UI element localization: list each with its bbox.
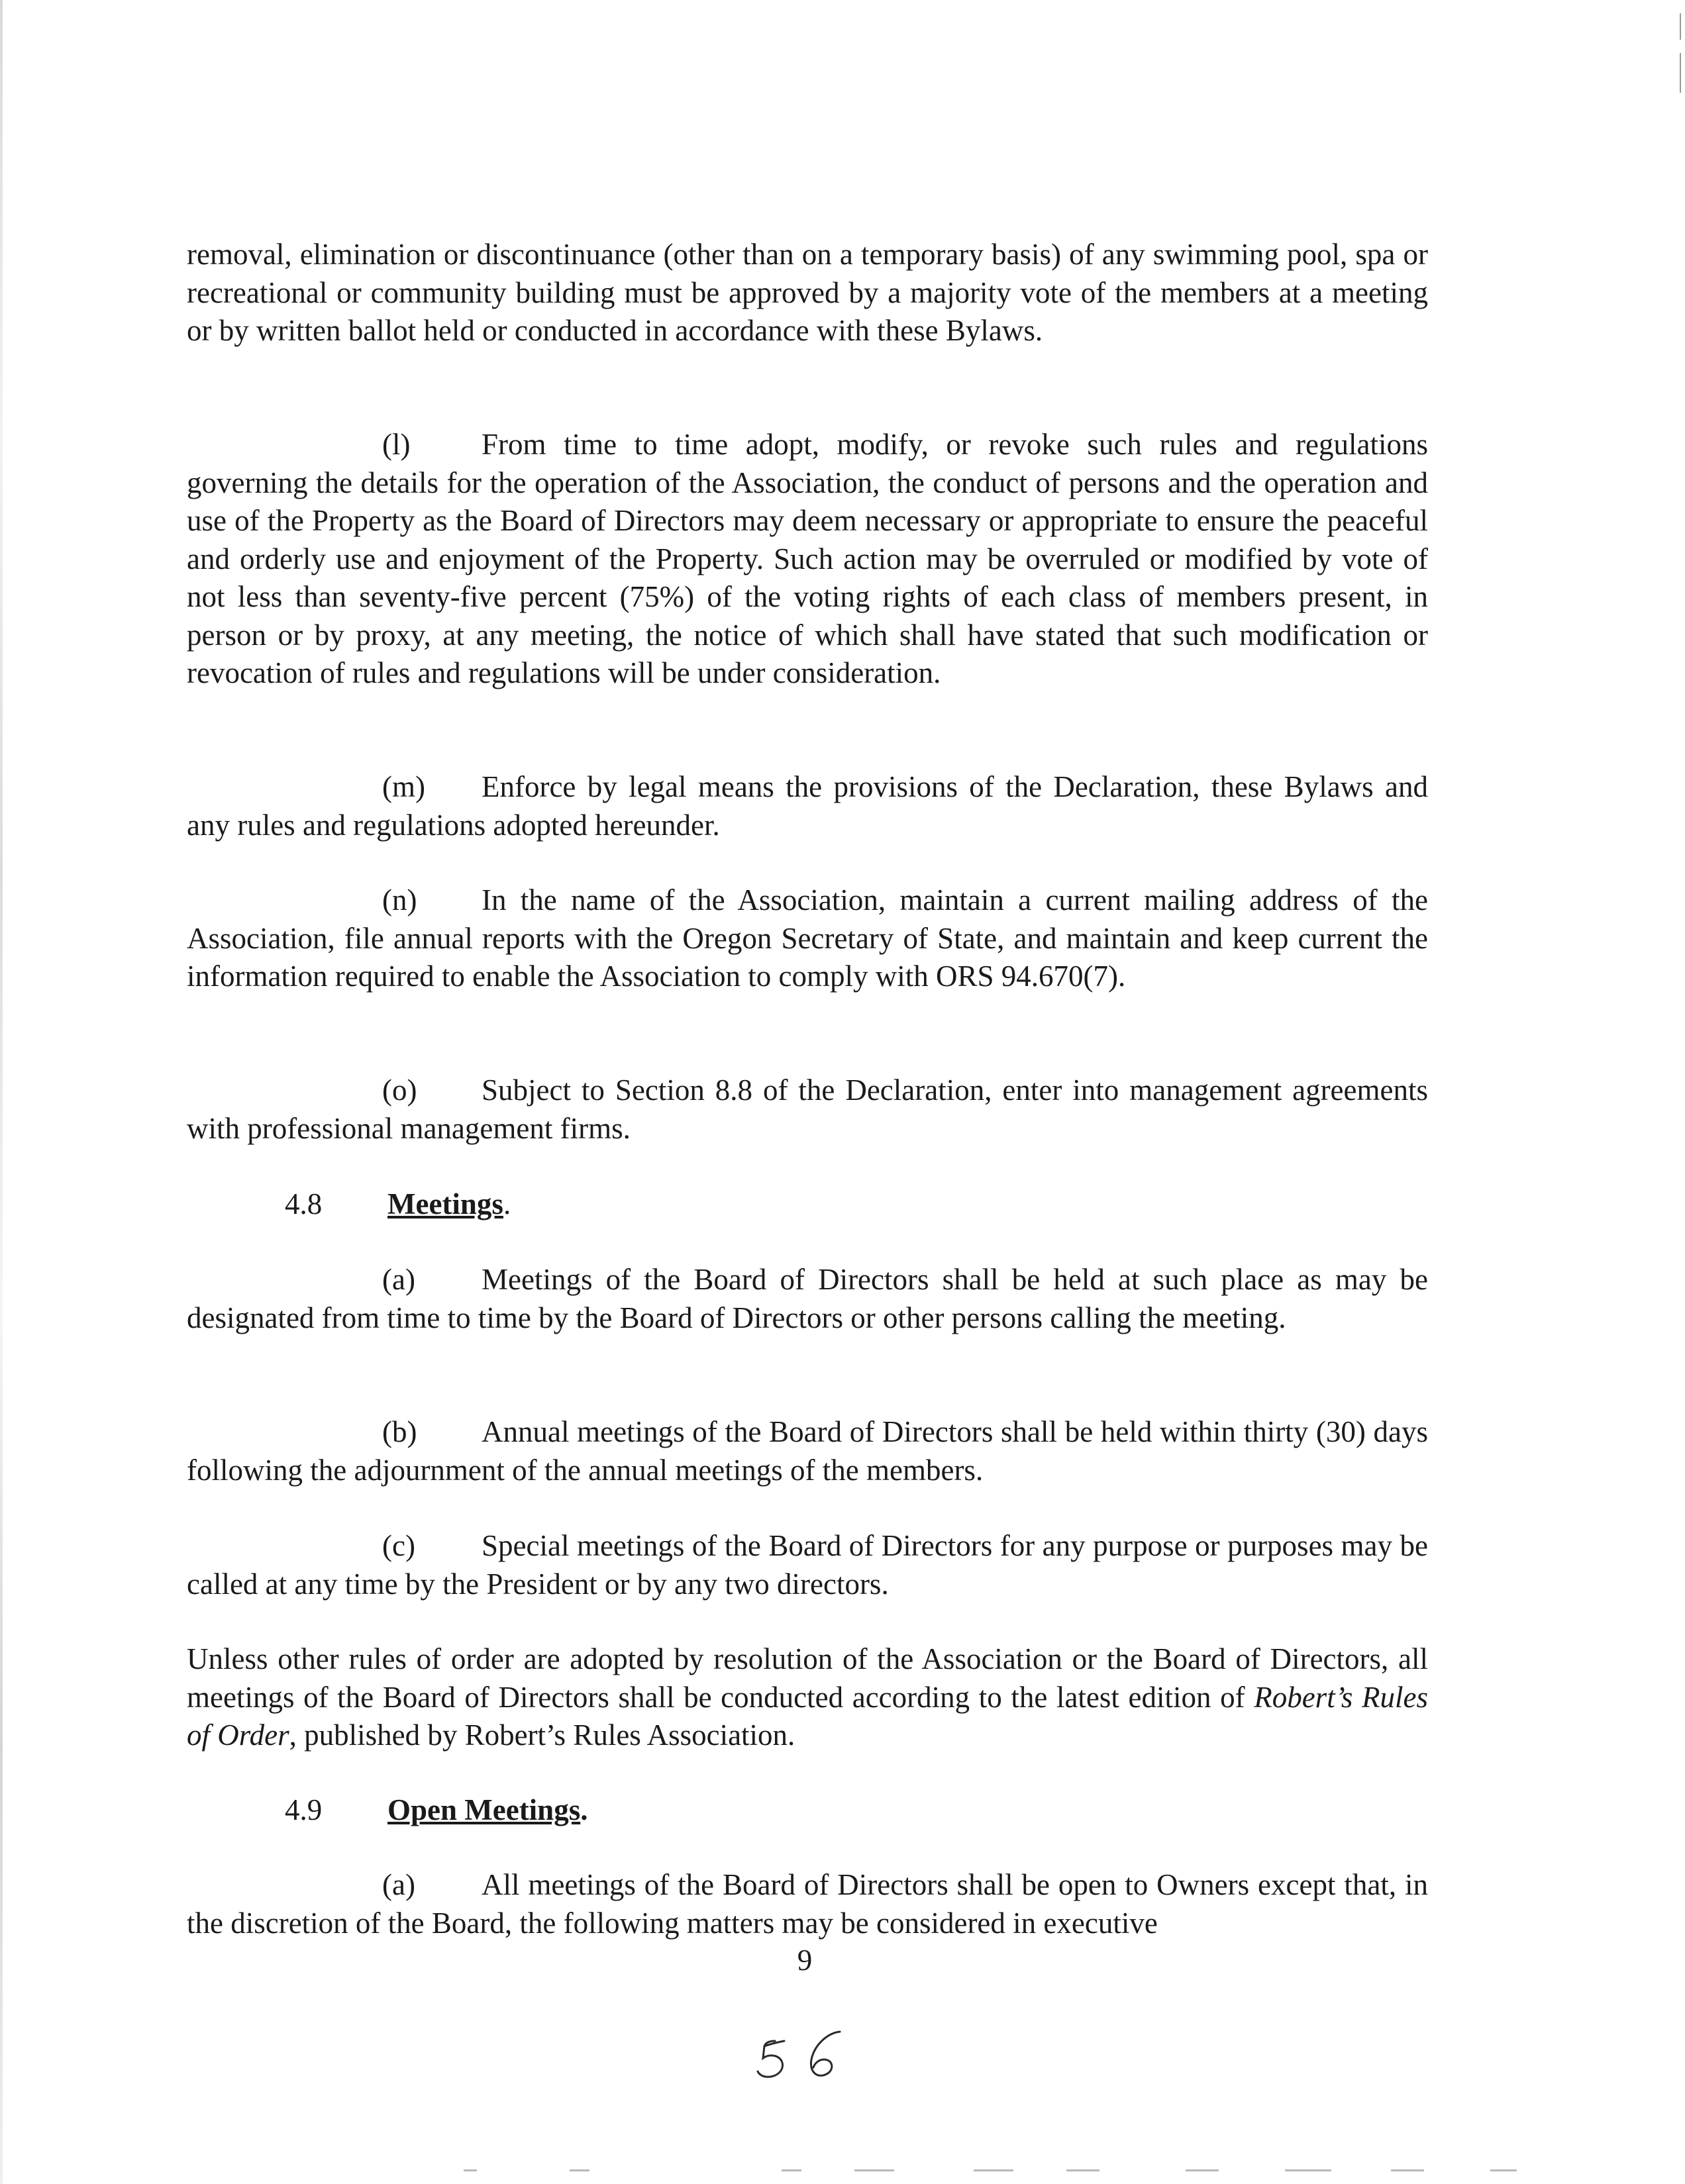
item-n [187,881,1428,996]
item-text: In the name of the Association, maintain a current mailing address of the Association, file annual reports with the Oregon Secretary of State, and maintain and keep current the information required to enable the Association to comply with ORS 94.670(7). [187,883,1428,993]
item-text: Subject to Section 8.8 of the Declaration, enter into management agreements with professional management firms. [187,1073,1428,1145]
item-4-9-a [187,1866,1428,1942]
section-title-suffix: . [580,1793,588,1826]
scan-edge [0,0,3,2184]
page-number: 9 [797,1944,813,1977]
item-label: (a) [382,1263,415,1296]
closing-text-end: , published by Robert’s Rules Association. [289,1718,795,1752]
item-text: Meetings of the Board of Directors shall be held at such place as may be designated from time to time by the Board of Directors or other persons calling the meeting. [187,1263,1428,1334]
item-l [187,426,1428,693]
handwritten-page-mark [755,2026,854,2086]
section-number: 4.9 [285,1793,323,1826]
item-label: (c) [382,1529,415,1562]
closing-paragraph-4-8 [187,1640,1428,1755]
item-o [187,1071,1428,1148]
section-heading-4-9 [285,1791,587,1830]
item-label: (m) [382,770,425,803]
item-text: Annual meetings of the Board of Directors shall be held within thirty (30) days following the adjournment of the annual meetings of the members. [187,1415,1428,1487]
item-text: From time to time adopt, modify, or revoke such rules and regulations governing the details for the operation of the Association, the conduct of persons and the operation and use of the Property as the Board of Directors may deem necessary or appropriate to ensure the peaceful and orderly use and enjoyment of the Property. Such action may be overruled or modified by vote of not less than seventy-five percent (75%) of the voting rights of each class of members present, in person or by proxy, at any meeting, the notice of which shall have stated that such modification or revocation of rules and regulations will be under consideration. [187,428,1428,689]
item-label: (o) [382,1073,417,1107]
item-4-8-a [187,1261,1428,1337]
closing-text: Unless other rules of order are adopted by resolution of the Association or the Board of Directors, all meetings of the Board of Directors shall be conducted according to the latest edition of [187,1642,1428,1714]
scan-mark [1680,13,1681,40]
item-label: (l) [382,428,411,461]
section-title-suffix: . [503,1187,511,1220]
item-m [187,768,1428,844]
item-text: Enforce by legal means the provisions of the Declaration, these Bylaws and any rules and regulations adopted hereunder. [187,770,1428,842]
item-label: (n) [382,883,417,917]
continuation-paragraph: removal, elimination or discontinuance (other than on a temporary basis) of any swimming pool, spa or recreational or community building must be approved by a majority vote of the members at a meeting or by written ballot held or conducted in accordance with these Bylaws. [187,238,1428,347]
item-label: (b) [382,1415,417,1448]
item-text: All meetings of the Board of Directors shall be open to Owners except that, in the discretion of the Board, the following matters may be considered in executive [187,1868,1428,1940]
item-label: (a) [382,1868,415,1901]
scan-bottom-edge [0,2169,1685,2175]
section-heading-4-8 [285,1185,511,1224]
section-title: Meetings [387,1187,503,1220]
section-title: Open Meetings [387,1793,581,1826]
scan-mark [1680,53,1681,93]
item-4-8-c [187,1527,1428,1603]
item-4-8-b [187,1413,1428,1489]
closing-italic-title: Robert’s Rules of Order [187,1680,1428,1752]
item-text: Special meetings of the Board of Directors for any purpose or purposes may be called at any time by the President or by any two directors. [187,1529,1428,1601]
section-number: 4.8 [285,1187,323,1220]
